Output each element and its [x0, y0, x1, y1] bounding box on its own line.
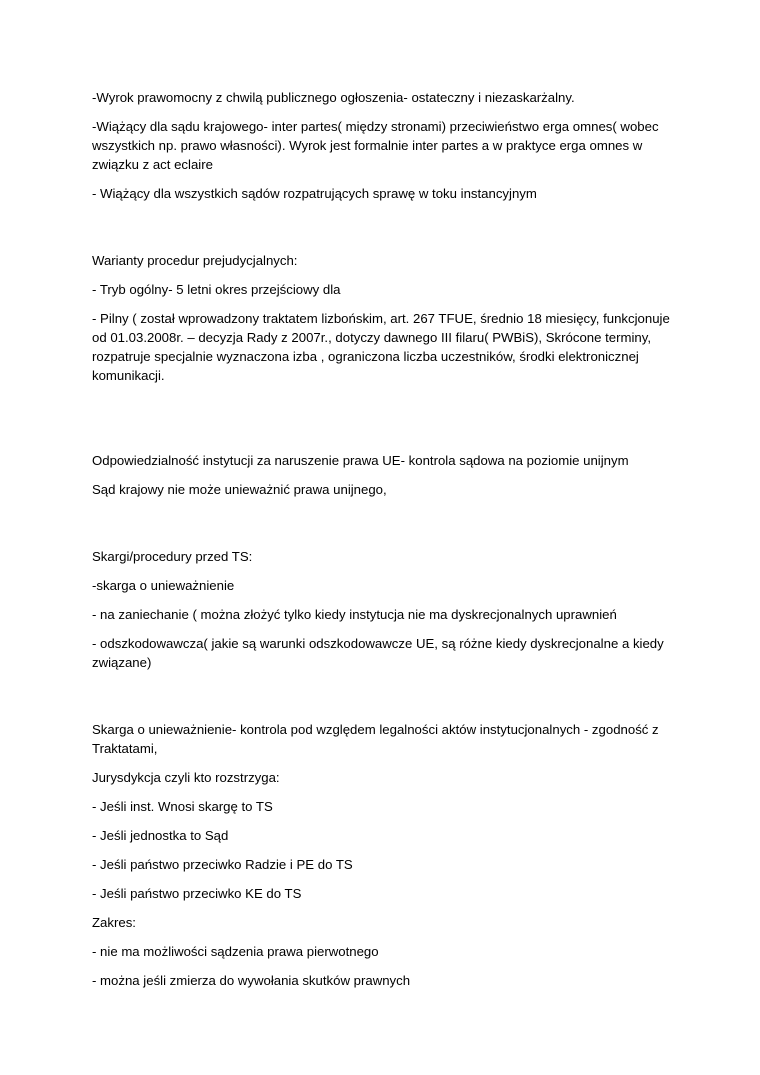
paragraph: -Wyrok prawomocny z chwilą publicznego ogłoszenia- ostateczny i niezaskarżalny. [92, 90, 575, 105]
paragraph: - można jeśli zmierza do wywołania skutków prawnych [92, 973, 411, 988]
paragraph: -skarga o unieważnienie [92, 578, 235, 593]
paragraph: -Wiążący dla sądu krajowego- inter partes( między stronami) przeciwieństwo erga omnes( wobec wszystkich np. prawo własności). Wyrok jest formalnie inter partes a w praktyce erga omnes w związku z act eclaire [92, 119, 659, 172]
paragraph: - Jeśli inst. Wnosi skargę to TS [92, 799, 273, 814]
paragraph: - Tryb ogólny- 5 letni okres przejściowy dla [92, 282, 341, 297]
paragraph-spacer [92, 213, 672, 251]
document-page [92, 88, 672, 1000]
paragraph: Zakres: [92, 915, 136, 930]
paragraph-spacer [92, 682, 672, 720]
paragraph: Skarga o unieważnienie- kontrola pod względem legalności aktów instytucjonalnych - zgodność z Traktatami, [92, 722, 659, 756]
paragraph: - Jeśli państwo przeciwko KE do TS [92, 886, 302, 901]
paragraph: Odpowiedzialność instytucji za naruszenie prawa UE- kontrola sądowa na poziomie unijnym [92, 453, 629, 468]
paragraph: - na zaniechanie ( można złożyć tylko kiedy instytucja nie ma dyskrecjonalnych uprawnień [92, 607, 617, 622]
paragraph: - Jeśli jednostka to Sąd [92, 828, 229, 843]
paragraph: Skargi/procedury przed TS: [92, 549, 253, 564]
paragraph-spacer [92, 509, 672, 547]
paragraph: - Pilny ( został wprowadzony traktatem lizbońskim, art. 267 TFUE, średnio 18 miesięcy, funkcjonuje od 01.03.2008r. – decyzja Rady z 2007r., dotyczy dawnego III filaru( PWBiS), Skrócone terminy, rozpatruje specjalnie wyznaczona izba , ograniczona liczba uczestników, środki elektronicznej komunikacji. [92, 311, 670, 383]
paragraph-spacer [92, 395, 672, 451]
paragraph: - Jeśli państwo przeciwko Radzie i PE do TS [92, 857, 353, 872]
paragraph: Jurysdykcja czyli kto rozstrzyga: [92, 770, 280, 785]
paragraph: Sąd krajowy nie może unieważnić prawa unijnego, [92, 482, 387, 497]
paragraph: - Wiążący dla wszystkich sądów rozpatrujących sprawę w toku instancyjnym [92, 186, 537, 201]
paragraph: - nie ma możliwości sądzenia prawa pierwotnego [92, 944, 379, 959]
paragraph: Warianty procedur prejudycjalnych: [92, 253, 298, 268]
paragraph: - odszkodowawcza( jakie są warunki odszkodowawcze UE, są różne kiedy dyskrecjonalne a kiedy związane) [92, 636, 664, 670]
